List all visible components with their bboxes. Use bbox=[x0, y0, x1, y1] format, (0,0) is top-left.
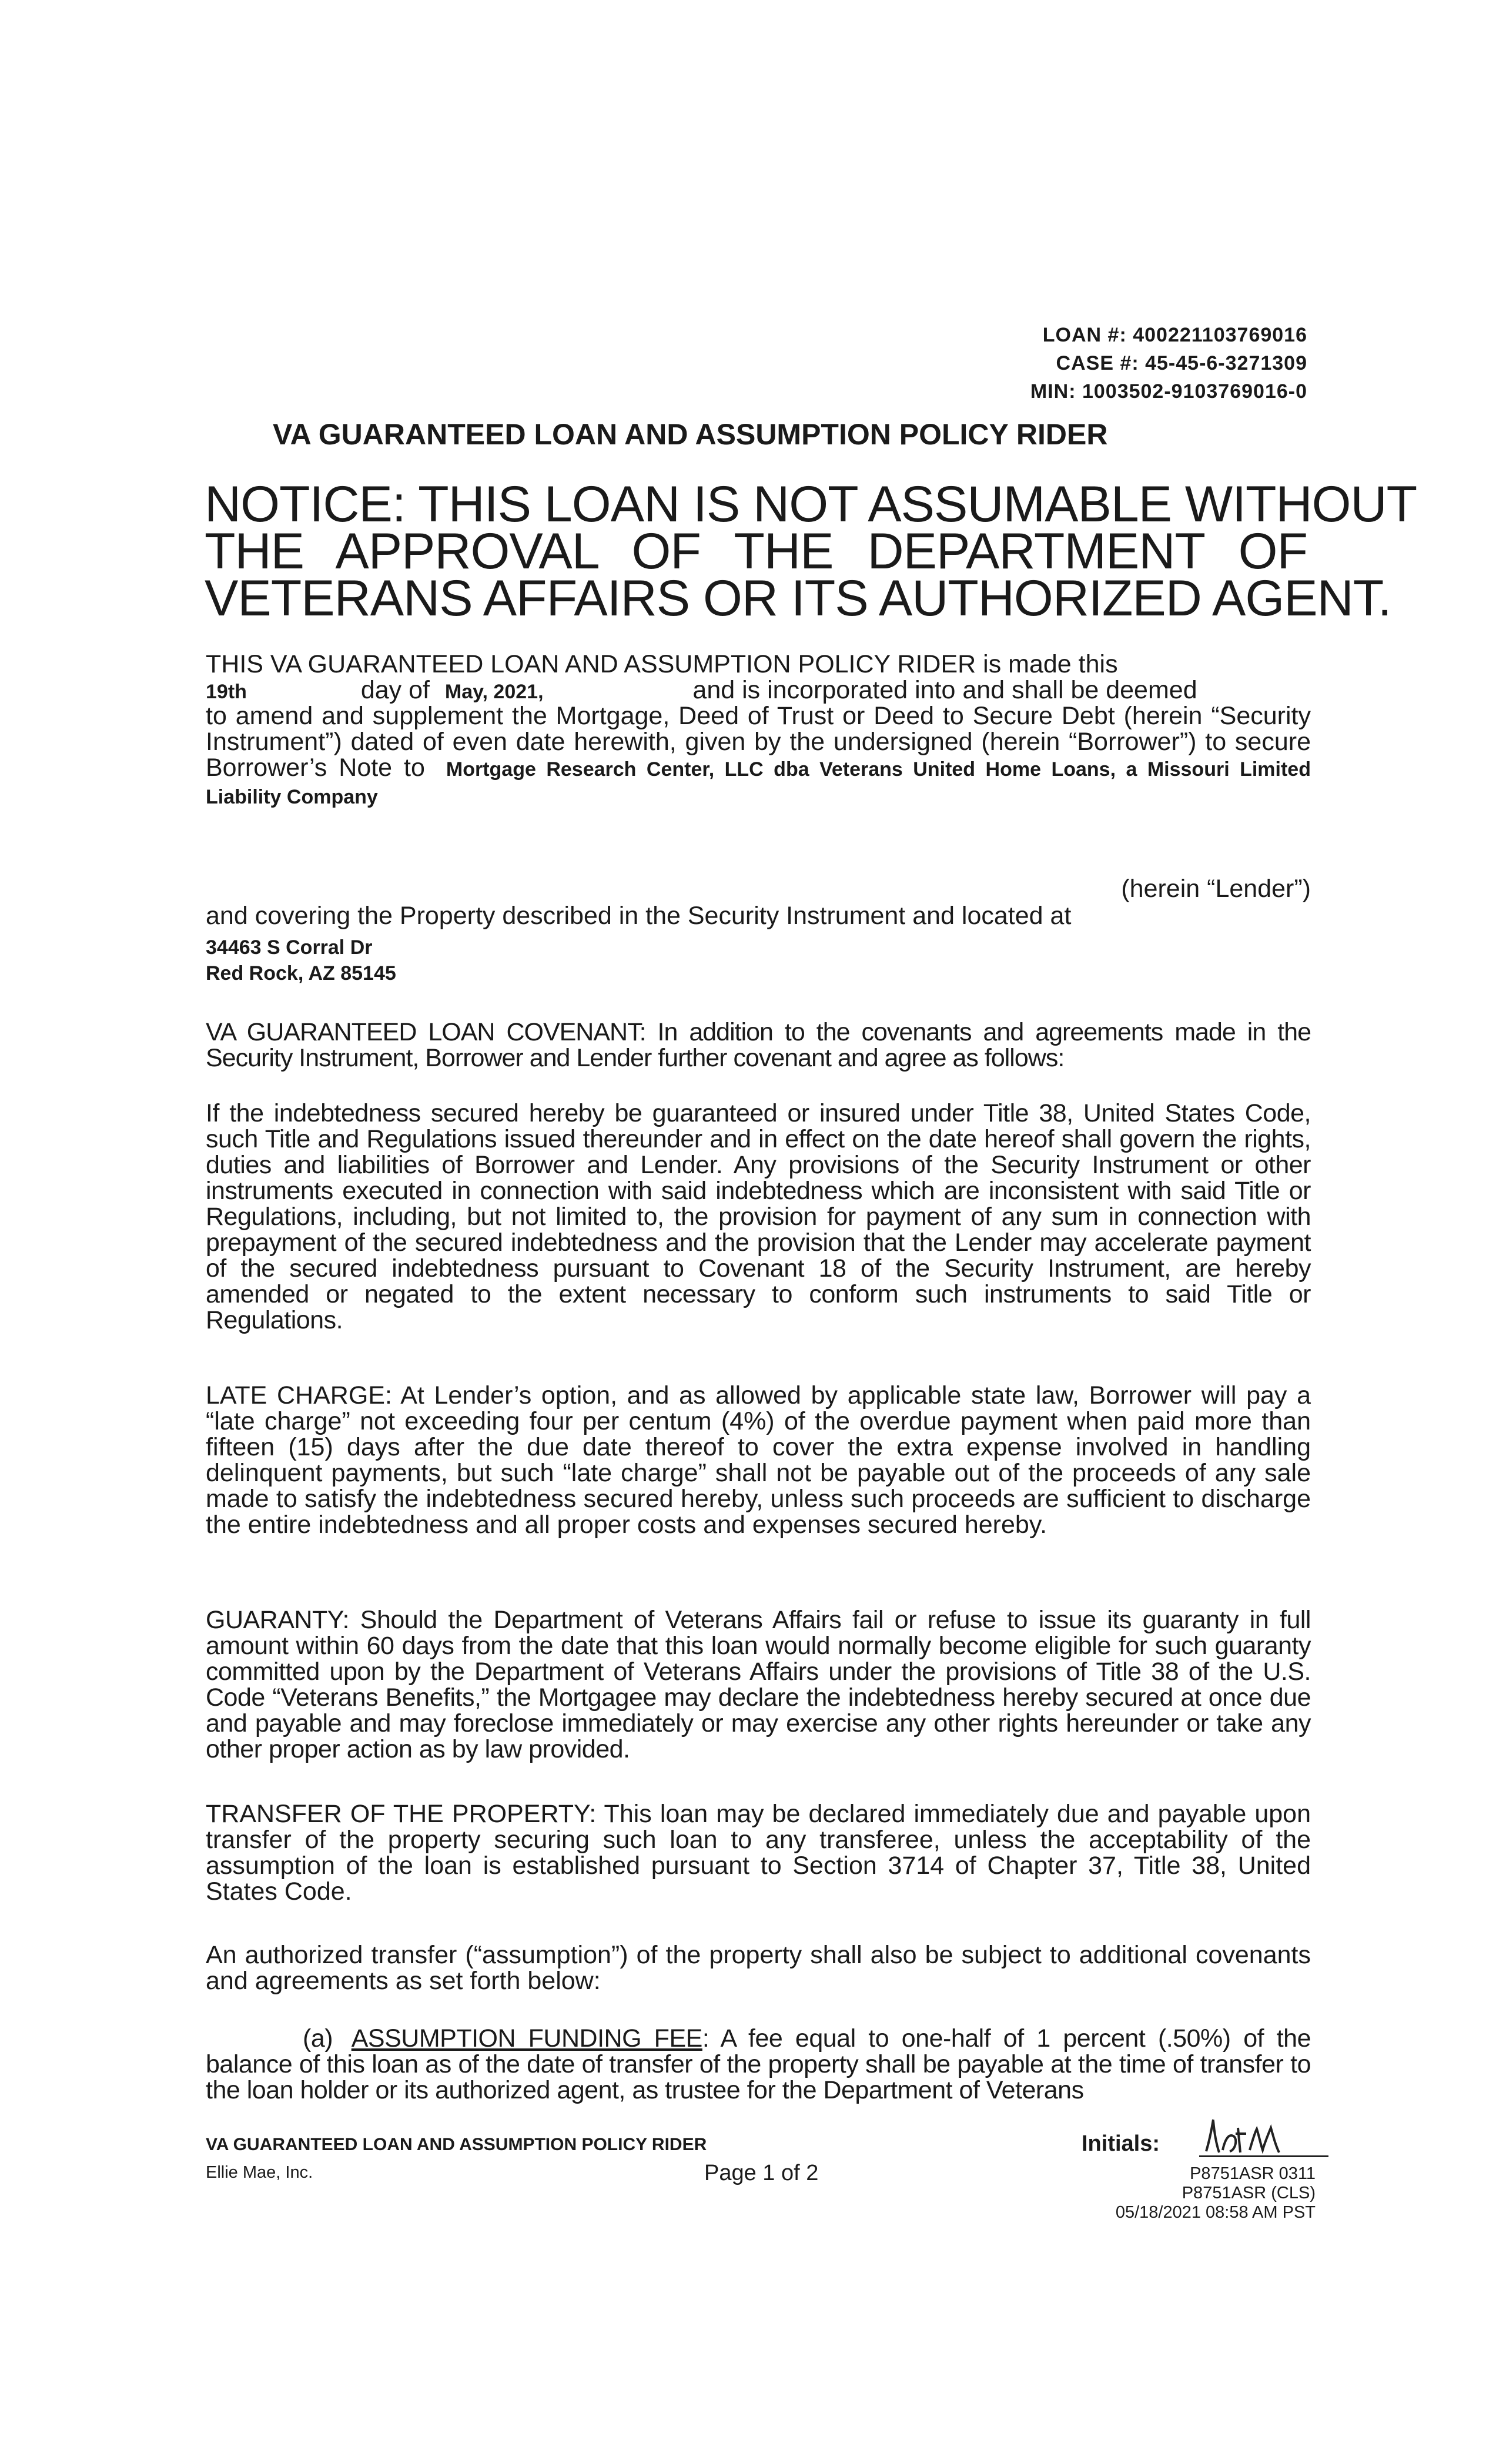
late-charge-paragraph: LATE CHARGE: At Lender’s option, and as allowed by applicable state law, Borrower will pay a “late charge” not exceeding four per centum (4%) of the overdue payment when paid more than fifteen (15) days after the due date thereof to cover the extra expense involved in handling delinquent payments, but such “late charge” shall not be payable out of the proceeds of any sale made to satisfy the indebtedness secured hereby, unless such proceeds are sufficient to discharge the entire indebtedness and all proper costs and expenses secured hereby. bbox=[206, 1381, 1311, 1539]
day-of-label: day of bbox=[360, 676, 430, 704]
notice-block bbox=[205, 476, 1417, 627]
min-number: MIN: 1003502-9103769016-0 bbox=[1030, 380, 1307, 403]
initials-label: Initials: bbox=[1082, 2131, 1160, 2156]
footer-codes bbox=[1116, 2164, 1316, 2222]
footer-code-2: P8751ASR (CLS) bbox=[1182, 2184, 1316, 2202]
footer-timestamp: 05/18/2021 08:58 AM PST bbox=[1115, 2203, 1316, 2222]
intro-security-text: to amend and supplement the Mortgage, Deed of Trust or Deed to Secure Debt (herein “Security Instrument”) dated of even date herewith, given by the undersigned (herein “Borrower”) to secure Borrower’s Note to bbox=[206, 702, 1311, 782]
address-line-2: Red Rock, AZ 85145 bbox=[206, 962, 396, 985]
footer-page-number: Page 1 of 2 bbox=[704, 2161, 819, 2185]
funding-fee-paragraph bbox=[206, 2026, 1311, 2103]
initials-signature bbox=[1199, 2116, 1328, 2157]
herein-lender: (herein “Lender”) bbox=[1121, 875, 1311, 903]
fee-heading: ASSUMPTION FUNDING FEE bbox=[351, 2024, 702, 2053]
fee-prefix: (a) bbox=[303, 2024, 333, 2053]
title38-paragraph: If the indebtedness secured hereby be guaranteed or insured under Title 38, United States Code, such Title and Regulations issued thereunder and in effect on the date hereof shall govern the rights, duties and liabilities of Borrower and Lender. Any provisions of the Security Instrument or other instruments executed in connection with said indebtedness which are inconsistent with said Title or Regulations, including, but not limited to, the provision for payment of any sum in connection with prepayment of the secured indebtedness and the provision that the Lender may accelerate payment of the secured indebtedness pursuant to Covenant 18 of the Security Instrument, are hereby amended or negated to the extent necessary to conform such instruments to said Title or Regulations. bbox=[206, 1099, 1311, 1334]
date-field: May, 2021, bbox=[444, 681, 544, 703]
guaranty-paragraph: GUARANTY: Should the Department of Veterans Affairs fail or refuse to issue its guaranty in full amount within 60 days from the date that this loan would normally become eligible for such guaranty committed upon by the Department of Veterans Affairs under the provisions of Title 38 of the U.S. Code “Veterans Benefits,” the Mortgagee may declare the indebtedness hereby secured at once due and payable and may foreclose immediately or may exercise any other rights hereunder or take any other proper action as by law provided. bbox=[206, 1606, 1311, 1763]
intro-line-2 bbox=[206, 677, 1311, 705]
day-field: 19th bbox=[206, 681, 247, 703]
document-title: VA GUARANTEED LOAN AND ASSUMPTION POLICY RIDER bbox=[273, 418, 1108, 451]
notice-line-3: VETERANS AFFAIRS OR ITS AUTHORIZED AGENT. bbox=[205, 570, 1391, 627]
footer-form-title: VA GUARANTEED LOAN AND ASSUMPTION POLICY RIDER bbox=[206, 2135, 707, 2154]
incorporated-text: and is incorporated into and shall be deemed bbox=[692, 676, 1197, 704]
intro-paragraph bbox=[206, 703, 1311, 810]
fee-text: : A fee equal to one-half of 1 percent (.50%) of the balance of this loan as of the date of transfer of the property shall be payable at the time of transfer to the loan holder or its authorized agent, as trustee for the Department of Veterans bbox=[206, 2024, 1311, 2104]
intro-text: THIS VA GUARANTEED LOAN AND ASSUMPTION POLICY RIDER is made this bbox=[206, 650, 1118, 678]
covenant-paragraph: VA GUARANTEED LOAN COVENANT: In addition to the covenants and agreements made in the Security Instrument, Borrower and Lender further covenant and agree as follows: bbox=[206, 1018, 1311, 1072]
intro-line-1 bbox=[206, 651, 1311, 677]
footer-vendor: Ellie Mae, Inc. bbox=[206, 2163, 313, 2182]
case-number: CASE #: 45-45-6-3271309 bbox=[1056, 352, 1307, 374]
footer-code-1: P8751ASR 0311 bbox=[1190, 2164, 1316, 2183]
authorized-paragraph: An authorized transfer (“assumption”) of the property shall also be subject to additional covenants and agreements as set forth below: bbox=[206, 1941, 1311, 1995]
notice-line-1: NOTICE: THIS LOAN IS NOT ASSUMABLE WITHOUT bbox=[205, 476, 1417, 533]
address-line-1: 34463 S Corral Dr bbox=[206, 936, 373, 959]
covering-text: and covering the Property described in the Security Instrument and located at bbox=[206, 902, 1072, 930]
notice-line-2: THE APPROVAL OF THE DEPARTMENT OF bbox=[205, 523, 1307, 580]
transfer-paragraph: TRANSFER OF THE PROPERTY: This loan may be declared immediately due and payable upon transfer of the property securing such loan to any transferee, unless the acceptability of the assumption of the loan is established pursuant to Section 3714 of Chapter 37, Title 38, United States Code. bbox=[206, 1800, 1311, 1906]
loan-number: LOAN #: 400221103769016 bbox=[1042, 324, 1307, 346]
lender-name-field: Mortgage Research Center, LLC dba Veterans United Home Loans, a Missouri Limited Liability Company bbox=[206, 758, 1311, 808]
